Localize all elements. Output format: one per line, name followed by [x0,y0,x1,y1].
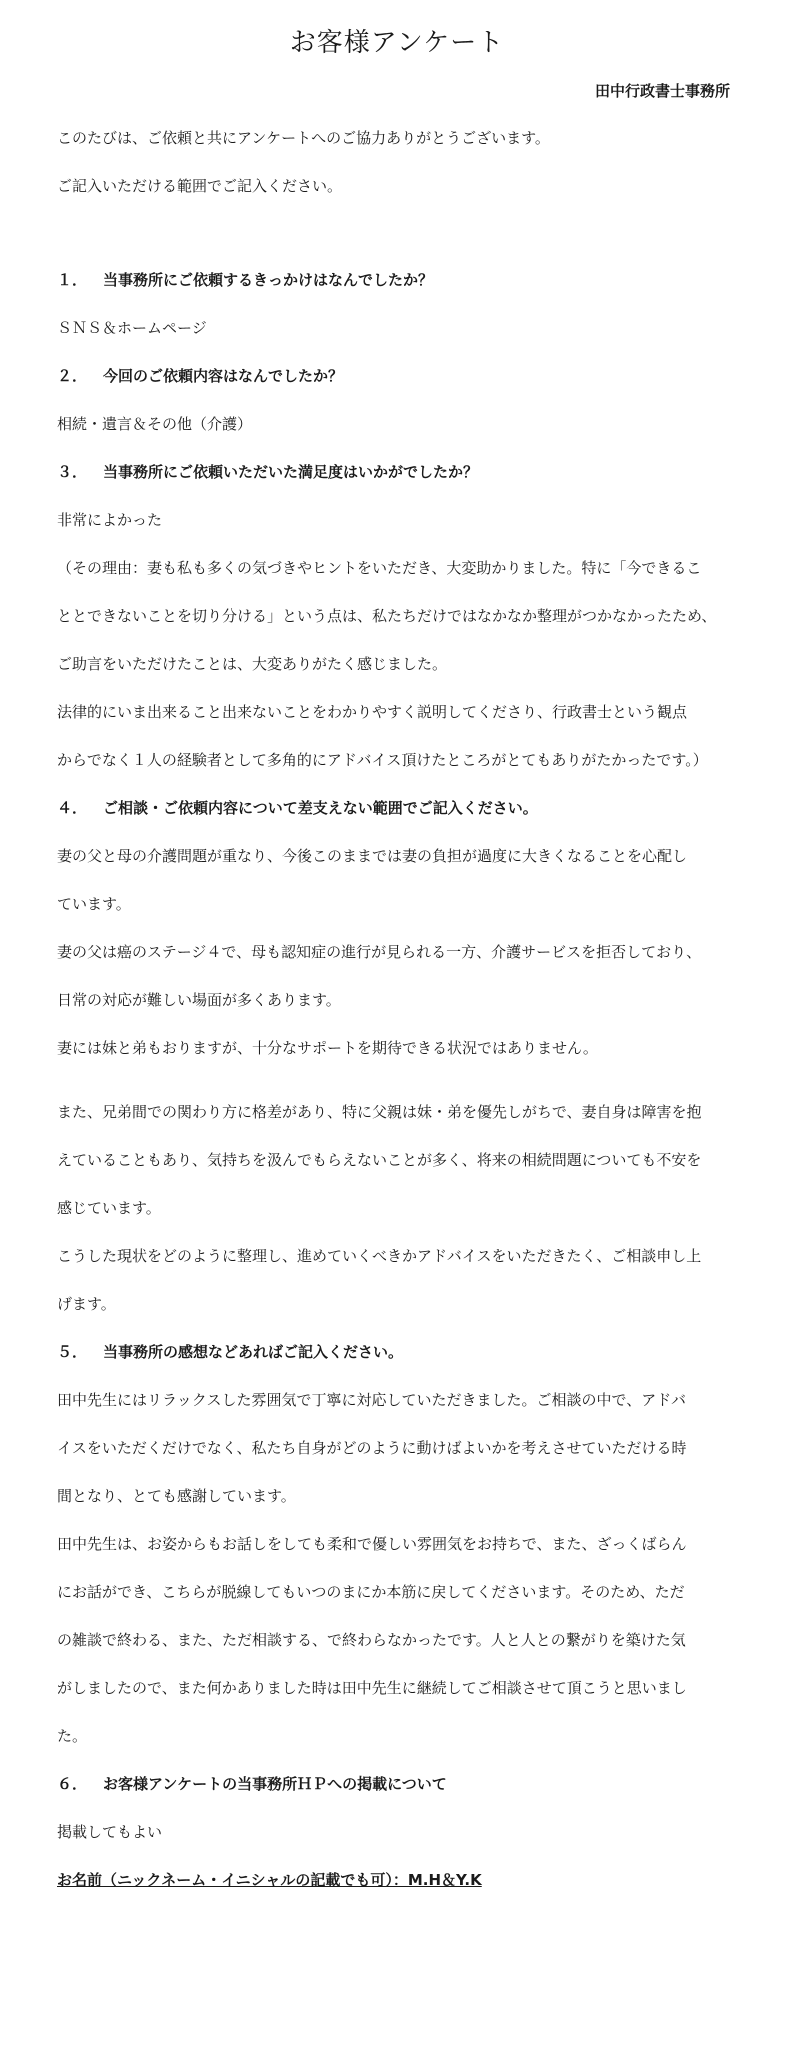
intro-line: このたびは、ご依頼と共にアンケートへのご協力ありがとうございます。 [57,129,550,147]
question-text: 当事務所にご依頼いただいた満足度はいかがでしたか？ [103,463,479,481]
answer-5-line: イスをいただくだけでなく、私たち自身がどのように動けばよいかを考えさせていただける時 [57,1439,687,1457]
answer-3: 非常によかった [57,511,163,529]
answer-5-line: 田中先生は、お姿からもお話しをしても柔和で優しい雰囲気をお持ちで、また、ざっくばらん [57,1535,687,1553]
question-number: ５． [57,1343,88,1361]
answer-2: 相続・遺言＆その他（介護） [57,415,253,433]
answer-4-line: ています。 [57,895,131,913]
question-text: ご相談・ご依頼内容について差支えない範囲でご記入ください。 [103,799,538,817]
page-title: お客様アンケート [289,28,505,58]
question-text: 当事務所にご依頼するきっかけはなんでしたか？ [103,271,434,289]
question-2 [57,366,747,386]
office-name: 田中行政書士事務所 [594,82,730,100]
answer-4-line: げます。 [57,1295,116,1313]
answer-4-line: こうした現状をどのように整理し、進めていくべきかアドバイスをいただきたく、ご相談申し上 [57,1247,702,1265]
question-6 [57,1774,747,1794]
answer-4-line: 感じています。 [57,1199,161,1217]
question-text: 当事務所の感想などあればご記入ください。 [103,1343,404,1361]
answer-3-reason: （その理由：妻も私も多くの気づきやヒントをいただき、大変助かりました。特に「今できるこ [57,559,702,577]
answer-4-line: また、兄弟間での関わり方に格差があり、特に父親は妹・弟を優先しがちで、妻自身は障害を抱 [57,1103,702,1121]
answer-3-reason: ととできないことを切り分ける」という点は、私たちだけではなかなか整理がつかなかったため、 [57,607,717,625]
answer-1: ＳＮＳ＆ホームページ [57,319,207,337]
answer-3-reason: からでなく１人の経験者として多角的にアドバイス頂けたところがとてもありがたかったです。） [57,751,708,769]
answer-5-line: 田中先生にはリラックスした雰囲気で丁寧に対応していただきました。ご相談の中で、アドバ [57,1391,686,1409]
question-number: ４． [57,799,88,817]
answer-4-line: えていることもあり、気持ちを汲んでもらえないことが多く、将来の相続問題についても不安を [57,1151,702,1169]
question-number: ３． [57,463,88,481]
answer-5-line: た。 [57,1727,88,1745]
question-number: ６． [57,1775,88,1793]
question-4 [57,798,747,818]
intro-line: ご記入いただける範囲でご記入ください。 [57,177,343,195]
answer-6: 掲載してもよい [57,1823,163,1841]
answer-4-line: 妻の父と母の介護問題が重なり、今後このままでは妻の負担が過度に大きくなることを心配し [57,847,688,865]
question-text: お客様アンケートの当事務所ＨＰへの掲載について [103,1775,447,1793]
question-1 [57,270,747,290]
question-text: 今回のご依頼内容はなんでしたか？ [103,367,344,385]
question-5 [57,1342,747,1362]
answer-5-line: の雑談で終わる、また、ただ相談する、で終わらなかったです。人と人との繋がりを築けた気 [57,1631,686,1649]
answer-3-reason: 法律的にいま出来ること出来ないことをわかりやすく説明してくださり、行政書士という観点 [57,703,688,721]
answer-5-line: がしましたので、また何かありました時は田中先生に継続してご相談させて頂こうと思いまし [57,1679,687,1697]
answer-3-reason: ご助言をいただけたことは、大変ありがたく感じました。 [57,655,448,673]
question-number: ２． [57,367,88,385]
customer-name-text: お名前（ニックネーム・イニシャルの記載でも可）：M.H＆Y.K [57,1871,482,1889]
answer-5-line: にお話ができ、こちらが脱線してもいつのまにか本筋に戻してくださいます。そのため、ただ [57,1583,685,1601]
question-3 [57,462,747,482]
answer-4-line: 妻の父は癌のステージ４で、母も認知症の進行が見られる一方、介護サービスを拒否しており、 [57,943,702,961]
question-number: １． [57,271,88,289]
customer-name [57,1870,747,1890]
answer-4-line: 日常の対応が難しい場面が多くあります。 [57,991,341,1009]
answer-5-line: 間となり、とても感謝しています。 [57,1487,296,1505]
answer-4-line: 妻には妹と弟もおりますが、十分なサポートを期待できる状況ではありません。 [57,1039,598,1057]
